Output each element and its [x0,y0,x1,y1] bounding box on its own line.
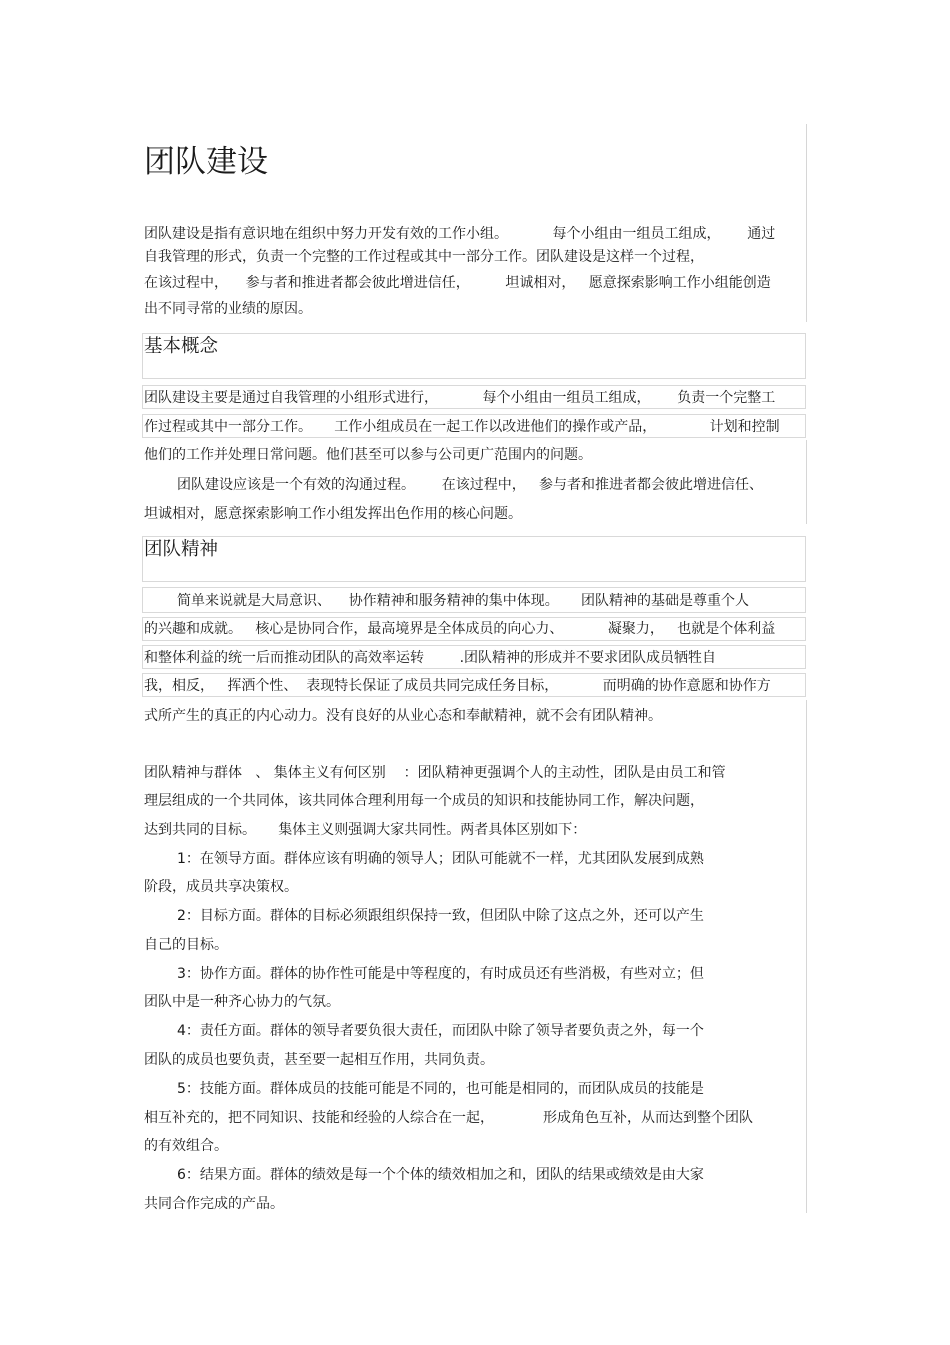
list-item: 5：技能方面。群体成员的技能可能是不同的，也可能是相同的，而团队成员的技能是 [177,1081,704,1097]
right-margin-rule [806,440,807,524]
list-item: 2：目标方面。群体的目标必须跟组织保持一致，但团队中除了这点之外，还可以产生 [177,908,704,924]
right-margin-rule [806,700,807,1213]
body-line: 团队的成员也要负责，甚至要一起相互作用，共同负责。 [144,1052,494,1068]
body-line: 阶段，成员共享决策权。 [144,879,298,895]
body-line: 相互补充的，把不同知识、技能和经验的人综合在一起， 形成角色互补，从而达到整个团队 [144,1110,753,1126]
body-line: 式所产生的真正的内心动力。没有良好的从业心态和奉献精神，就不会有团队精神。 [144,708,662,724]
body-line: 他们的工作并处理日常问题。他们甚至可以参与公司更广范围内的问题。 [144,447,592,463]
heading-box [142,536,806,582]
body-line: 的兴趣和成就。 核心是协同合作，最高境界是全体成员的向心力、 凝聚力， 也就是个体利益 [144,621,776,637]
body-line: 团队中是一种齐心协力的气氛。 [144,994,340,1010]
body-line: 的有效组合。 [144,1138,228,1154]
list-item: 3：协作方面。群体的协作性可能是中等程度的，有时成员还有些消极，有些对立；但 [177,966,704,982]
list-item: 4：责任方面。群体的领导者要负很大责任，而团队中除了领导者要负责之外，每一个 [177,1023,704,1039]
body-line: 团队精神与群体 、 集体主义有何区别 ：团队精神更强调个人的主动性，团队是由员工和管 [144,765,726,781]
body-line: 共同合作完成的产品。 [144,1196,284,1212]
body-line: 团队建设应该是一个有效的沟通过程。 在该过程中， 参与者和推进者都会彼此增进信任、 [177,477,764,493]
body-line: 作过程或其中一部分工作。 工作小组成员在一起工作以改进他们的操作或产品， 计划和控制 [144,419,780,435]
document-title: 团队建设 [144,144,268,180]
body-line: 简单来说就是大局意识、 协作精神和服务精神的集中体现。 团队精神的基础是尊重个人 [177,593,750,609]
body-line: 达到共同的目标。 集体主义则强调大家共同性。两者具体区别如下： [144,822,587,838]
body-line: 团队建设主要是通过自我管理的小组形式进行， 每个小组由一组员工组成， 负责一个完整工 [144,390,776,406]
body-line: 理层组成的一个共同体，该共同体合理利用每一个成员的知识和技能协同工作，解决问题， [144,793,704,809]
intro-line: 团队建设是指有意识地在组织中努力开发有效的工作小组。 每个小组由一组员工组成， 通过 [144,226,776,242]
list-item: 6：结果方面。群体的绩效是每一个个体的绩效相加之和，团队的结果或绩效是由大家 [177,1167,704,1183]
section-heading-basic-concept: 基本概念 [144,336,219,357]
intro-line: 出不同寻常的业绩的原因。 [144,301,312,317]
section-heading-team-spirit: 团队精神 [144,539,219,560]
body-line: 坦诚相对，愿意探索影响工作小组发挥出色作用的核心问题。 [144,506,522,522]
intro-line: 自我管理的形式，负责一个完整的工作过程或其中一部分工作。团队建设是这样一个过程， [144,249,704,265]
list-item: 1：在领导方面。群体应该有明确的领导人；团队可能就不一样，尤其团队发展到成熟 [177,851,704,867]
right-margin-rule [806,124,807,322]
heading-box [142,333,806,379]
intro-line: 在该过程中， 参与者和推进者都会彼此增进信任， 坦诚相对， 愿意探索影响工作小组能创造 [144,275,771,291]
body-line: 和整体利益的统一后而推动团队的高效率运转 .团队精神的形成并不要求团队成员牺牲自 [144,650,717,666]
body-line: 我，相反， 挥洒个性、 表现特长保证了成员共同完成任务目标， 而明确的协作意愿和协作方 [144,678,771,694]
body-line: 自己的目标。 [144,937,228,953]
